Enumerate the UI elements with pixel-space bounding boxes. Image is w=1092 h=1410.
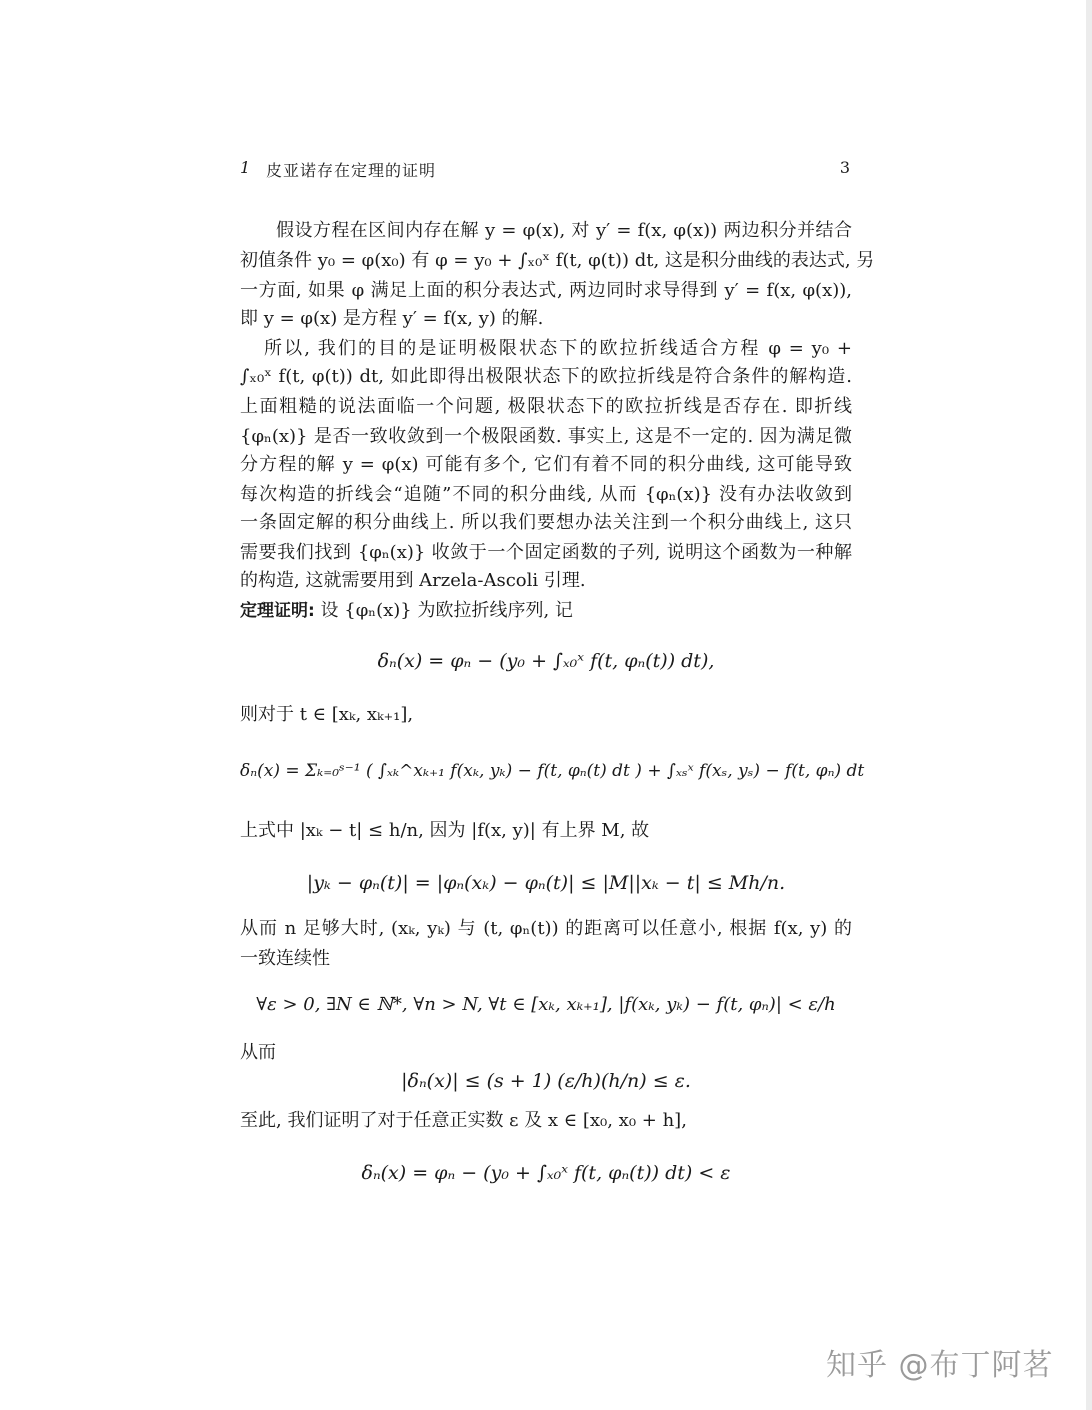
equation-delta-sum: δₙ(x) = Σₖ₌₀ˢ⁻¹ ( ∫ₓₖ^xₖ₊₁ f(xₖ, yₖ) − f(t, φₙ(t) dt ) + ∫ₓₛˣ f(xₛ, yₛ) − f(t, φₙ) dt [240, 761, 865, 781]
paragraph-line: 分方程的解 y = φ(x) 可能有多个, 它们有着不同的积分曲线, 这可能导致 [240, 454, 852, 475]
equation-final: δₙ(x) = φₙ − (y₀ + ∫ₓ₀ˣ f(t, φₙ(t)) dt) < ε [361, 1162, 731, 1184]
equation-bound: |yₖ − φₙ(t)| = |φₙ(xₖ) − φₙ(t)| ≤ |M||xₖ − t| ≤ Mh/n. [306, 872, 786, 894]
paragraph-line: 上面粗糙的说法面临一个问题, 极限状态下的欧拉折线是否存在. 即折线 [240, 396, 852, 417]
paragraph-line: {φₙ(x)} 是否一致收敛到一个极限函数. 事实上, 这是不一定的. 因为满足微 [240, 426, 852, 447]
paragraph-line: 所以, 我们的目的是证明极限状态下的欧拉折线适合方程 φ = y₀ + [264, 338, 852, 359]
paragraph-line: 初值条件 y₀ = φ(x₀) 有 φ = y₀ + ∫ₓ₀ˣ f(t, φ(t)) dt, 这是积分曲线的表达式, 另 [240, 250, 875, 271]
proof-label: 定理证明: [240, 601, 315, 621]
text-sofar: 至此, 我们证明了对于任意正实数 ε 及 x ∈ [x₀, x₀ + h], [240, 1110, 687, 1131]
equation-continuity: ∀ε > 0, ∃N ∈ ℕ*, ∀n > N, ∀t ∈ [xₖ, xₖ₊₁], |f(xₖ, yₖ) − f(t, φₙ)| < ε/h [256, 994, 836, 1015]
paragraph-line: 每次构造的折线会“追随”不同的积分曲线, 从而 {φₙ(x)} 没有办法收敛到 [240, 484, 852, 505]
watermark: 知乎 @布丁阿茗 [826, 1348, 1054, 1383]
page-edge [1086, 0, 1092, 1410]
running-header [240, 158, 852, 184]
text-hence: 从而 [240, 1042, 276, 1063]
paragraph-line: 需要我们找到 {φₙ(x)} 收敛于一个固定函数的子列, 说明这个函数为一种解 [240, 542, 852, 563]
equation-delta-def: δₙ(x) = φₙ − (y₀ + ∫ₓ₀ˣ f(t, φₙ(t)) dt), [377, 650, 715, 672]
proof-text: 设 {φₙ(x)} 为欧拉折线序列, 记 [314, 600, 573, 621]
equation-delta-bound: |δₙ(x)| ≤ (s + 1) (ε/h)(h/n) ≤ ε. [401, 1070, 691, 1092]
paragraph-line: 一条固定解的积分曲线上. 所以我们要想办法关注到一个积分曲线上, 这只 [240, 512, 852, 533]
paragraph-line: 假设方程在区间内存在解 y = φ(x), 对 y′ = f(x, φ(x)) 两边积分并结合 [276, 220, 852, 241]
paragraph-line: 一致连续性 [240, 948, 330, 969]
paragraph-line: 即 y = φ(x) 是方程 y′ = f(x, y) 的解. [240, 308, 544, 329]
section-number: 1 [240, 158, 251, 177]
page-number: 3 [839, 158, 850, 177]
paragraph-line: ∫ₓ₀ˣ f(t, φ(t)) dt, 如此即得出极限状态下的欧拉折线是符合条件的解构造. [240, 366, 852, 387]
text-then: 则对于 t ∈ [xₖ, xₖ₊₁], [240, 704, 414, 725]
paragraph-line: 的构造, 这就需要用到 Arzela-Ascoli 引理. [240, 570, 586, 591]
text-above: 上式中 |xₖ − t| ≤ h/n, 因为 |f(x, y)| 有上界 M, 故 [240, 820, 650, 841]
paragraph-line: 从而 n 足够大时, (xₖ, yₖ) 与 (t, φₙ(t)) 的距离可以任意小, 根据 f(x, y) 的 [240, 918, 852, 939]
section-title: 皮亚诺存在定理的证明 [266, 161, 437, 180]
proof-intro [240, 598, 852, 624]
paragraph-line: 一方面, 如果 φ 满足上面的积分表达式, 两边同时求导得到 y′ = f(x, φ(x)), [240, 280, 852, 301]
